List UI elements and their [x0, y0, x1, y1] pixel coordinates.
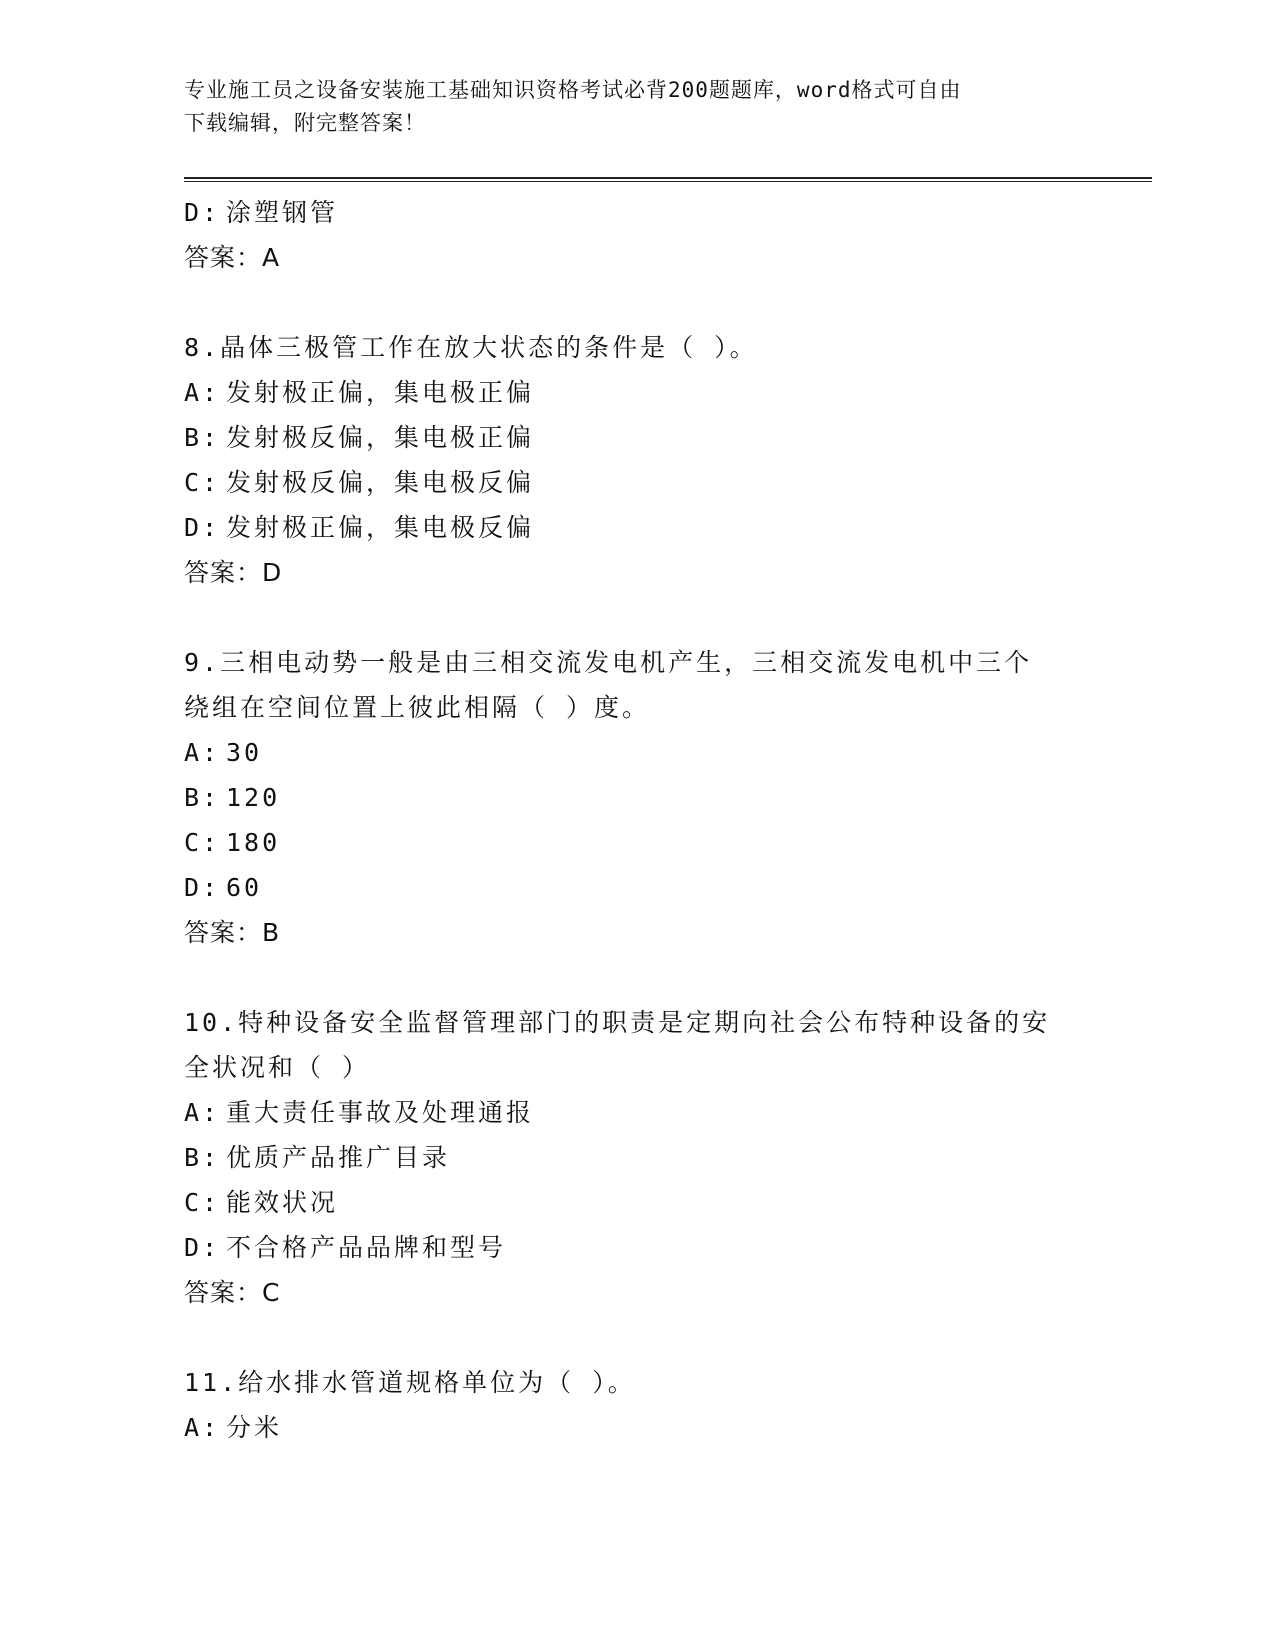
option-label: A: [184, 738, 221, 767]
header-line-2: 下载编辑，附完整答案！ [184, 111, 426, 135]
option-text: 重大责任事故及处理通报 [226, 1098, 535, 1127]
question-10-option-d [184, 1225, 1084, 1270]
option-text: 发射极正偏，集电极反偏 [226, 513, 535, 542]
option-label: D: [184, 198, 221, 227]
spacer [184, 1315, 1084, 1360]
question-9-option-c [184, 820, 1084, 865]
option-label: B: [184, 783, 221, 812]
option-label: B: [184, 423, 221, 452]
option-label: A: [184, 378, 221, 407]
option-text: 30 [226, 738, 263, 767]
question-9-option-a [184, 730, 1084, 775]
option-label: D: [184, 1233, 221, 1262]
option-label: C: [184, 828, 221, 857]
option-text: 180 [226, 828, 281, 857]
question-8-option-a [184, 370, 1084, 415]
question-10-option-b [184, 1135, 1084, 1180]
prev-option-d [184, 190, 1084, 235]
question-10-option-a [184, 1090, 1084, 1135]
option-label: A: [184, 1098, 221, 1127]
question-9-stem-line-2: 绕组在空间位置上彼此相隔（ ）度。 [184, 693, 651, 722]
spacer [184, 595, 1084, 640]
option-label: C: [184, 1188, 221, 1217]
prev-answer: 答案：A [184, 243, 281, 272]
question-8-stem: 8.晶体三极管工作在放大状态的条件是（ ）。 [184, 333, 758, 362]
question-9-answer: 答案：B [184, 918, 281, 947]
question-10-stem-line-1: 10.特种设备安全监督管理部门的职责是定期向社会公布特种设备的安 [184, 1008, 1051, 1037]
spacer [184, 955, 1084, 1000]
question-8-option-b [184, 415, 1084, 460]
question-11-option-a [184, 1405, 1084, 1450]
option-text: 60 [226, 873, 263, 902]
question-9-stem-line-1: 9.三相电动势一般是由三相交流发电机产生，三相交流发电机中三个 [184, 648, 1033, 677]
option-text: 发射极反偏，集电极正偏 [226, 423, 535, 452]
question-11-stem: 11.给水排水管道规格单位为（ ）。 [184, 1368, 636, 1397]
question-9-option-d [184, 865, 1084, 910]
option-label: D: [184, 513, 221, 542]
question-9-option-b [184, 775, 1084, 820]
question-10-stem-line-2: 全状况和（ ） [184, 1053, 371, 1082]
question-8-option-c [184, 460, 1084, 505]
option-text: 优质产品推广目录 [226, 1143, 451, 1172]
option-label: C: [184, 468, 221, 497]
option-label: B: [184, 1143, 221, 1172]
question-8-answer: 答案：D [184, 558, 283, 587]
option-text: 涂塑钢管 [226, 198, 339, 227]
option-text: 不合格产品品牌和型号 [226, 1233, 507, 1262]
option-text: 能效状况 [226, 1188, 339, 1217]
option-text: 发射极反偏，集电极反偏 [226, 468, 535, 497]
question-8-option-d [184, 505, 1084, 550]
option-text: 分米 [226, 1413, 283, 1442]
option-label: D: [184, 873, 221, 902]
question-content [184, 190, 1084, 1450]
header-line-1: 专业施工员之设备安装施工基础知识资格考试必背200题题库，word格式可自由 [184, 78, 962, 102]
question-10-answer: 答案：C [184, 1278, 281, 1307]
spacer [184, 280, 1084, 325]
question-10-option-c [184, 1180, 1084, 1225]
option-text: 120 [226, 783, 281, 812]
document-header [184, 74, 1064, 140]
header-divider [184, 177, 1152, 182]
option-text: 发射极正偏，集电极正偏 [226, 378, 535, 407]
option-label: A: [184, 1413, 221, 1442]
